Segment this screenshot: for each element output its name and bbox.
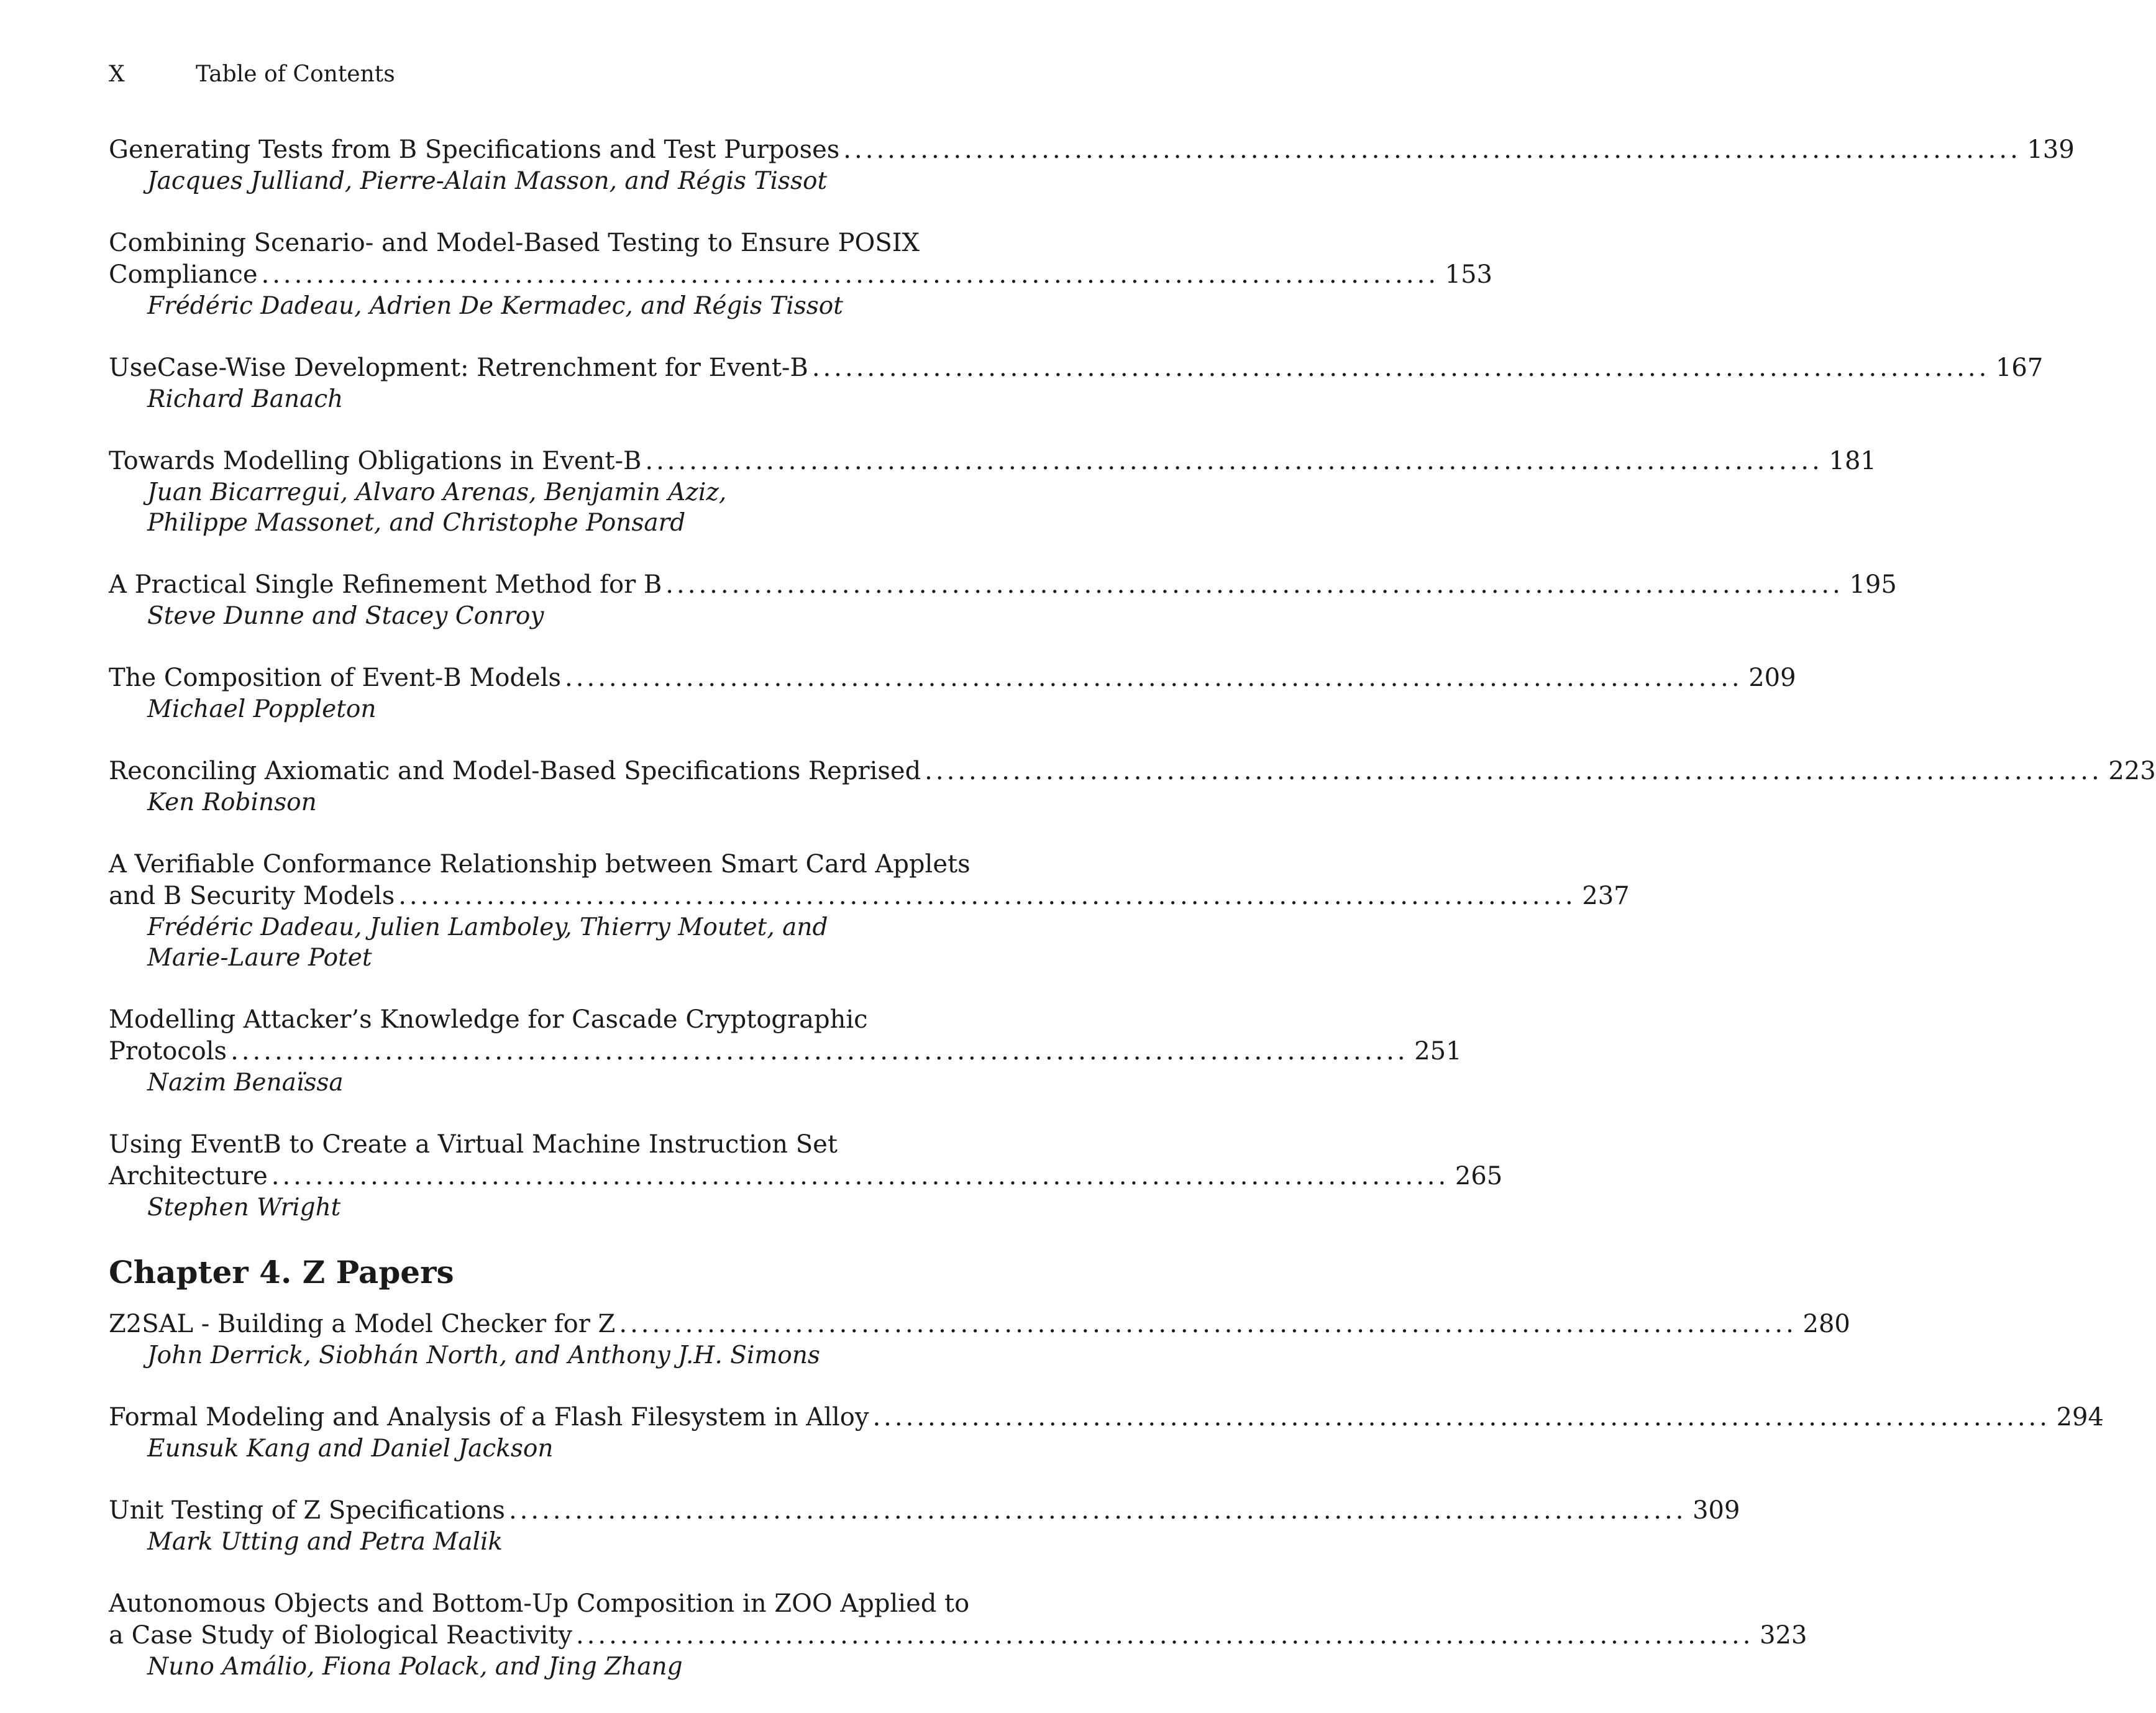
toc-entry-title: Generating Tests from B Specifications and Test Purposes xyxy=(109,135,840,164)
dot-leader: ........................................................................................................... xyxy=(665,570,1843,599)
toc-entry-authors-line1: Juan Bicarregui, Alvaro Arenas, Benjamin Aziz, xyxy=(147,478,727,506)
dot-leader: ........................................................................................................... xyxy=(811,354,1990,382)
toc-entry-authors: Michael Poppleton xyxy=(147,695,377,723)
dot-leader: ........................................................................................................... xyxy=(619,1310,1797,1338)
dot-leader: ........................................................................................................... xyxy=(398,882,1576,910)
dot-leader: ........................................................................................................... xyxy=(872,1403,2050,1432)
toc-entry-title-row[interactable] xyxy=(109,569,1897,601)
toc-entry-page: 294 xyxy=(2056,1403,2104,1432)
toc-entry xyxy=(109,1588,1807,1682)
toc-entry-authors: Stephen Wright xyxy=(147,1194,341,1222)
toc-entry-title-row[interactable] xyxy=(109,1309,1850,1340)
toc-entry-page: 195 xyxy=(1849,570,1897,599)
toc-entry xyxy=(109,1004,1462,1098)
toc-entry-title: Towards Modelling Obligations in Event-B xyxy=(109,447,642,475)
toc-entry-title: UseCase-Wise Development: Retrenchment for Event-B xyxy=(109,354,808,382)
toc-entry-authors: Nuno Amálio, Fiona Polack, and Jing Zhang xyxy=(147,1653,683,1681)
toc-entry-title: Unit Testing of Z Specifications xyxy=(109,1496,505,1525)
toc-entry-title: Formal Modeling and Analysis of a Flash Filesystem in Alloy xyxy=(109,1403,869,1432)
toc-entry-title: A Practical Single Refinement Method for B xyxy=(109,570,662,599)
toc-entry-title-row[interactable] xyxy=(109,880,1630,912)
dot-leader: ........................................................................................................... xyxy=(925,757,2103,785)
toc-entry-title-line1[interactable]: Combining Scenario- and Model-Based Testing to Ensure POSIX xyxy=(109,229,920,257)
toc-entry-authors: Ken Robinson xyxy=(147,788,317,816)
dot-leader: ........................................................................................................... xyxy=(843,135,2021,164)
toc-entry-page: 280 xyxy=(1802,1310,1850,1338)
toc-entry-title: Reconciling Axiomatic and Model-Based Specifications Reprised xyxy=(109,757,921,785)
toc-entry-page: 209 xyxy=(1748,664,1796,692)
toc-entry-page: 323 xyxy=(1760,1621,1807,1650)
toc-entry xyxy=(109,1495,1740,1557)
toc-entry-authors: Steve Dunne and Stacey Conroy xyxy=(147,602,544,630)
toc-entry-page: 167 xyxy=(1995,354,2044,382)
toc-entry-title-row[interactable] xyxy=(109,445,1876,477)
toc-entry-title: Architecture xyxy=(109,1162,268,1190)
dot-leader: ........................................................................................................... xyxy=(645,447,1823,475)
toc-entry-page: 181 xyxy=(1829,447,1876,475)
toc-entry xyxy=(109,569,1897,631)
toc-entry-title-row[interactable] xyxy=(109,134,2075,166)
toc-entry-title-line1[interactable]: A Verifiable Conformance Relationship between Smart Card Applets xyxy=(109,850,971,879)
toc-entry-page: 265 xyxy=(1455,1162,1503,1190)
toc-entry xyxy=(109,445,1876,538)
toc-entry-authors-line1: Frédéric Dadeau, Julien Lamboley, Thierry Moutet, and xyxy=(147,913,828,941)
toc-entry-authors: John Derrick, Siobhán North, and Anthony J.H. Simons xyxy=(147,1341,820,1369)
toc-entry-title-row[interactable] xyxy=(109,1036,1462,1067)
toc-entry xyxy=(109,756,2156,818)
toc-entry-authors: Eunsuk Kang and Daniel Jackson xyxy=(147,1435,554,1463)
toc-entry-title-row[interactable] xyxy=(109,1161,1503,1192)
toc-entry xyxy=(109,227,1492,321)
page-number-roman: X xyxy=(109,62,125,87)
toc-entry-title: Protocols xyxy=(109,1037,227,1066)
toc-entry-page: 223 xyxy=(2108,757,2156,785)
toc-entry xyxy=(109,662,1796,724)
toc-entry xyxy=(109,134,2075,196)
toc-entry-page: 139 xyxy=(2027,135,2075,164)
toc-entry-authors: Nazim Benaïssa xyxy=(147,1069,344,1097)
toc-page xyxy=(109,62,2156,1713)
toc-entry-page: 251 xyxy=(1414,1037,1462,1066)
dot-leader: ........................................................................................................... xyxy=(271,1162,1450,1190)
running-header xyxy=(109,62,1003,87)
toc-entry xyxy=(109,1129,1503,1223)
toc-entry-authors: Jacques Julliand, Pierre-Alain Masson, and Régis Tissot xyxy=(147,167,828,195)
toc-entry-authors: Richard Banach xyxy=(147,385,344,413)
dot-leader: ........................................................................................................... xyxy=(565,664,1743,692)
toc-entry xyxy=(109,849,1630,973)
dot-leader: ........................................................................................................... xyxy=(261,260,1439,289)
toc-entry-title-row[interactable] xyxy=(109,1620,1807,1651)
running-title: Table of Contents xyxy=(196,62,395,87)
toc-entry-title: and B Security Models xyxy=(109,882,395,910)
toc-entry-title: a Case Study of Biological Reactivity xyxy=(109,1621,572,1650)
toc-entry-page: 237 xyxy=(1582,882,1630,910)
toc-entry xyxy=(109,1309,1850,1371)
toc-entry-title-row[interactable] xyxy=(109,259,1492,291)
chapter-heading: Chapter 4. Z Papers xyxy=(109,1254,454,1290)
toc-entry-title-row[interactable] xyxy=(109,662,1796,694)
toc-entry-title: Z2SAL - Building a Model Checker for Z xyxy=(109,1310,616,1338)
toc-entry-title: The Composition of Event-B Models xyxy=(109,664,562,692)
toc-entry-authors: Mark Utting and Petra Malik xyxy=(147,1528,503,1556)
toc-entry-authors: Frédéric Dadeau, Adrien De Kermadec, and Régis Tissot xyxy=(147,292,843,320)
toc-entry-title-line1[interactable]: Autonomous Objects and Bottom-Up Composition in ZOO Applied to xyxy=(109,1589,970,1618)
toc-entry-page: 309 xyxy=(1692,1496,1740,1525)
toc-entry-authors: Marie-Laure Potet xyxy=(147,944,372,972)
toc-section-list xyxy=(109,134,2156,1682)
toc-entry-page: 153 xyxy=(1445,260,1492,289)
dot-leader: ........................................................................................................... xyxy=(575,1621,1754,1650)
toc-entry xyxy=(109,1402,2104,1464)
dot-leader: ........................................................................................................... xyxy=(231,1037,1409,1066)
toc-entry-title-row[interactable] xyxy=(109,1495,1740,1527)
toc-entry-title-line1[interactable]: Using EventB to Create a Virtual Machine Instruction Set xyxy=(109,1130,838,1159)
toc-entry-title-row[interactable] xyxy=(109,756,2156,787)
toc-entry-title-line1[interactable]: Modelling Attacker’s Knowledge for Cascade Cryptographic xyxy=(109,1005,868,1034)
toc-entry-title-row[interactable] xyxy=(109,352,2044,384)
toc-entry-title: Compliance xyxy=(109,260,258,289)
toc-entry-title-row[interactable] xyxy=(109,1402,2104,1433)
toc-entry-authors: Philippe Massonet, and Christophe Ponsard xyxy=(147,509,686,537)
toc-entry xyxy=(109,352,2044,414)
dot-leader: ........................................................................................................... xyxy=(508,1496,1687,1525)
